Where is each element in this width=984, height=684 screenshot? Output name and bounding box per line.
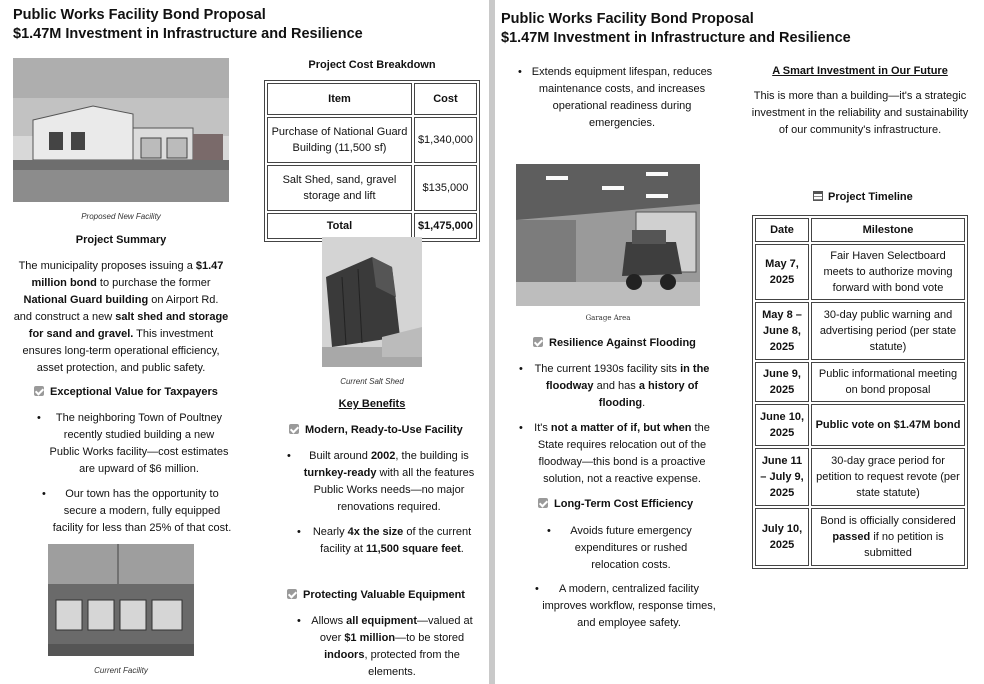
smart-text: This is more than a building—it's a strategic investment in the reliability and sustainability of our community's infrastructure. bbox=[751, 90, 969, 136]
timeline-date: July 10, 2025 bbox=[755, 508, 809, 566]
timeline-date: June 10, 2025 bbox=[755, 404, 809, 446]
cost-total-value: $1,475,000 bbox=[414, 213, 477, 239]
cost-header-cost: Cost bbox=[414, 83, 477, 115]
protect-bullet: • Allows all equipment—valued at over $1 million—to be stored indoors, protected from the elements. bbox=[297, 615, 473, 678]
page2-title bbox=[501, 10, 971, 48]
photo3-caption: Current Salt Shed bbox=[340, 377, 404, 386]
page-1 bbox=[0, 0, 489, 684]
timeline-date: May 7, 2025 bbox=[755, 244, 809, 300]
timeline-header-milestone: Milestone bbox=[811, 218, 965, 242]
cost-heading: Project Cost Breakdown bbox=[308, 59, 436, 71]
title-line-1: Public Works Facility Bond Proposal bbox=[13, 7, 266, 23]
modern-bullet-1: • Built around 2002, the building is turnkey-ready with all the features Public Works needs—no major renovations required. bbox=[287, 450, 475, 513]
garage-photo bbox=[516, 164, 700, 306]
equipment-bullet: • Extends equipment lifespan, reduces maintenance costs, and increases operational readiness during emergencies. bbox=[518, 66, 713, 129]
modern-heading: Modern, Ready-to-Use Facility bbox=[289, 424, 463, 436]
check-icon bbox=[289, 424, 299, 434]
cost-row-cost: $135,000 bbox=[414, 165, 477, 211]
check-icon bbox=[538, 498, 548, 508]
title-line-1: Public Works Facility Bond Proposal bbox=[501, 11, 754, 27]
longterm-heading: Long-Term Cost Efficiency bbox=[538, 498, 693, 510]
cost-row-item: Purchase of National Guard Building (11,500 sf) bbox=[267, 117, 412, 163]
timeline-milestone: Fair Haven Selectboard meets to authorize moving forward with bond vote bbox=[811, 244, 965, 300]
smart-heading: A Smart Investment in Our Future bbox=[772, 65, 948, 77]
timeline-date: June 11 – July 9, 2025 bbox=[755, 448, 809, 506]
cost-row-cost: $1,340,000 bbox=[414, 117, 477, 163]
calendar-icon bbox=[813, 191, 823, 201]
check-icon bbox=[287, 589, 297, 599]
title-line-2: $1.47M Investment in Infrastructure and Resilience bbox=[501, 30, 851, 46]
garage-caption: Garage Area bbox=[585, 314, 631, 322]
timeline-milestone: 30-day grace period for petition to request revote (per state statute) bbox=[811, 448, 965, 506]
photo2-caption: Current Facility bbox=[94, 666, 148, 675]
timeline-header-date: Date bbox=[755, 218, 809, 242]
page1-title bbox=[13, 6, 483, 44]
timeline-milestone: 30-day public warning and advertising period (per state statute) bbox=[811, 302, 965, 360]
timeline-heading: Project Timeline bbox=[813, 191, 913, 203]
value-heading: Exceptional Value for Taxpayers bbox=[34, 386, 218, 398]
page-2 bbox=[495, 0, 984, 684]
longterm-bullet-1: • Avoids future emergency expenditures or rushed relocation costs. bbox=[547, 525, 692, 571]
modern-bullet-2: • Nearly 4x the size of the current facility at 11,500 square feet. bbox=[297, 526, 472, 555]
timeline-date: June 9, 2025 bbox=[755, 362, 809, 402]
summary-text: The municipality proposes issuing a $1.47 million bond to purchase the former National Guard building on Airport Rd. and construct a new salt shed and storage for sand and gravel. This investment ensures long-term operational efficiency, asset protection, and public safety. bbox=[13, 260, 229, 374]
cost-row-item: Salt Shed, sand, gravel storage and lift bbox=[267, 165, 412, 211]
benefits-heading: Key Benefits bbox=[338, 398, 406, 410]
timeline-date: May 8 – June 8, 2025 bbox=[755, 302, 809, 360]
proposed-facility-photo bbox=[13, 58, 229, 202]
cost-total-label: Total bbox=[267, 213, 412, 239]
summary-heading: Project Summary bbox=[75, 234, 167, 246]
value-bullet-1: • The neighboring Town of Poultney recently studied building a new Public Works facility—cost estimates are upward of $6 million. bbox=[37, 412, 229, 475]
cost-header-item: Item bbox=[267, 83, 412, 115]
flood-heading: Resilience Against Flooding bbox=[533, 337, 696, 349]
longterm-bullet-2: • A modern, centralized facility improves workflow, response times, and employee safety. bbox=[535, 583, 716, 629]
timeline-milestone: Public vote on $1.47M bond bbox=[811, 404, 965, 446]
salt-shed-photo bbox=[322, 237, 422, 367]
photo1-caption: Proposed New Facility bbox=[81, 212, 161, 221]
timeline-table bbox=[752, 215, 968, 569]
current-facility-photo bbox=[48, 544, 194, 656]
value-bullet-2: • Our town has the opportunity to secure a modern, fully equipped facility for less than 25% of that cost. bbox=[42, 488, 232, 534]
flood-bullet-1: • The current 1930s facility sits in the floodway and has a history of flooding. bbox=[519, 363, 710, 409]
check-icon bbox=[34, 386, 44, 396]
timeline-milestone: Public informational meeting on bond proposal bbox=[811, 362, 965, 402]
flood-bullet-2: • It's not a matter of if, but when the State requires relocation out of the floodway—this bond is a proactive solution, not a reactive expense. bbox=[519, 422, 710, 485]
protect-heading: Protecting Valuable Equipment bbox=[287, 589, 465, 601]
timeline-milestone: Bond is officially considered passed if no petition is submitted bbox=[811, 508, 965, 566]
title-line-2: $1.47M Investment in Infrastructure and Resilience bbox=[13, 26, 363, 42]
cost-table bbox=[264, 80, 480, 242]
check-icon bbox=[533, 337, 543, 347]
